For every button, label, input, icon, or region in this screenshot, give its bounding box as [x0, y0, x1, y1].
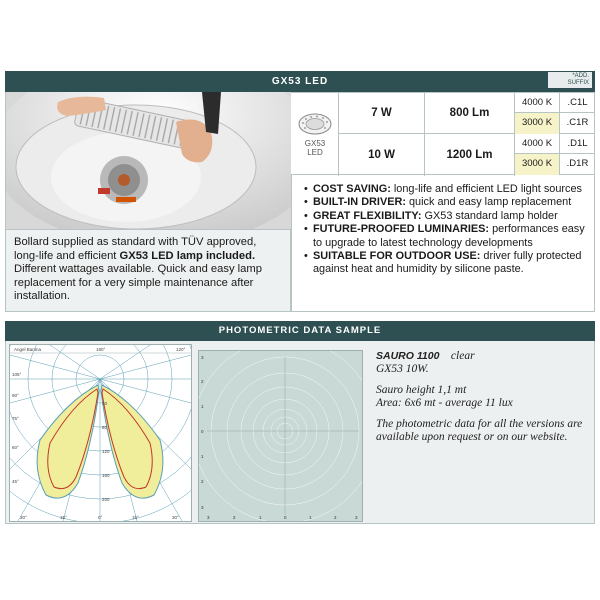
- lamp-type-label: GX53 LED: [304, 139, 326, 157]
- lamp-replacement-image: [6, 92, 291, 229]
- area-note: Area: 6x6 mt - average 11 lux: [376, 396, 513, 409]
- iso-y-tick: 2: [201, 379, 204, 384]
- gx53-lamp-icon: [297, 111, 333, 137]
- product-photo: [5, 92, 291, 229]
- suffix-note: *ADD. SUFFIX: [548, 72, 592, 88]
- polar-radial-label: 120: [102, 449, 110, 454]
- product-header: GX53 LED: [5, 71, 595, 92]
- iso-x-tick: 3: [355, 515, 358, 520]
- finish-label: clear: [450, 350, 475, 362]
- color-temp: 4000 K: [515, 93, 560, 113]
- feature-item: • GREAT FLEXIBILITY: GX53 standard lamp holder: [304, 209, 558, 222]
- isolux-chart: [199, 351, 362, 521]
- polar-angle-label: 90°: [12, 393, 19, 398]
- lamp-cell: [291, 93, 339, 176]
- lumen-output: 800 Lm: [425, 93, 515, 133]
- iso-y-tick: 2: [201, 479, 204, 484]
- iso-x-tick: 0: [284, 515, 287, 520]
- suffix-code: .D1R: [566, 158, 589, 169]
- polar-radial-label: 40: [102, 401, 108, 406]
- spec-table: [291, 92, 595, 175]
- polar-chart: [10, 345, 191, 521]
- polar-angle-label: 0°: [98, 515, 103, 520]
- polar-diagram: [9, 344, 192, 522]
- isolux-diagram: [198, 350, 363, 522]
- wattage: 10 W: [339, 134, 425, 176]
- polar-angle-label: 30°: [20, 515, 27, 520]
- polar-radial-label: 160: [102, 473, 110, 478]
- polar-angle-label: 105°: [12, 372, 22, 377]
- polar-angle-label: 120°: [176, 347, 186, 352]
- polar-corner-label: Angel Banma: [14, 347, 42, 352]
- feature-item: • COST SAVING: long-life and efficient LED light sources: [304, 183, 582, 195]
- polar-angle-label: 30°: [172, 515, 179, 520]
- polar-angle-label: 75°: [12, 416, 19, 421]
- suffix-code: .C1L: [560, 93, 595, 113]
- photometric-header: PHOTOMETRIC DATA SAMPLE: [5, 321, 595, 341]
- photometric-notes: [376, 350, 591, 452]
- spec-row-10w: [339, 134, 595, 176]
- iso-y-tick: 0: [201, 429, 204, 434]
- product-name: SAURO 1100: [376, 350, 440, 362]
- polar-angle-label: 15°: [60, 515, 67, 520]
- lumen-output: 1200 Lm: [425, 134, 515, 176]
- iso-y-tick: 1: [201, 404, 204, 409]
- iso-y-tick: 3: [201, 355, 204, 360]
- color-temp: 4000 K: [515, 134, 560, 154]
- polar-angle-label: 15°: [132, 515, 139, 520]
- color-temp: 3000 K: [515, 113, 560, 134]
- availability-note: The photometric data for all the versions are available upon request or on our website.: [376, 418, 583, 443]
- spec-row-7w: [339, 93, 595, 134]
- iso-x-tick: 3: [207, 515, 210, 520]
- suffix-code: .C1R: [566, 117, 589, 128]
- polar-radial-label: 200: [102, 497, 110, 502]
- feature-item: • FUTURE-PROOFED LUMINARIES: performances easy to upgrade to latest technology developments: [304, 223, 585, 249]
- lamp-note: GX53 10W.: [376, 362, 429, 375]
- iso-x-tick: 2: [334, 515, 337, 520]
- feature-item: • BUILT-IN DRIVER: quick and easy lamp replacement: [304, 196, 572, 209]
- color-temp: 3000 K: [515, 154, 560, 175]
- iso-x-tick: 1: [309, 515, 312, 520]
- iso-y-tick: 3: [201, 505, 204, 510]
- wattage: 7 W: [339, 93, 425, 133]
- product-description: Bollard supplied as standard with TÜV approved, long-life and efficient GX53 LED lamp included. Different wattages available. Quick and easy lamp replacement for a very simple maintenance after installation.: [5, 229, 291, 312]
- polar-angle-label: 180°: [96, 347, 106, 352]
- iso-y-tick: 1: [201, 454, 204, 459]
- polar-radial-label: 80: [102, 425, 108, 430]
- iso-x-tick: 1: [259, 515, 262, 520]
- iso-x-tick: 2: [233, 515, 236, 520]
- polar-angle-label: 45°: [12, 479, 19, 484]
- height-note: Sauro height 1,1 mt: [376, 384, 467, 396]
- lamp-included-text: GX53 LED lamp included.: [119, 249, 256, 262]
- suffix-code: .D1L: [560, 134, 595, 154]
- features-list: [291, 175, 595, 312]
- photometric-panel: [5, 341, 595, 524]
- feature-item: • SUITABLE FOR OUTDOOR USE: driver fully protected against heat and humidity by silicone paste.: [304, 250, 582, 276]
- polar-angle-label: 60°: [12, 445, 19, 450]
